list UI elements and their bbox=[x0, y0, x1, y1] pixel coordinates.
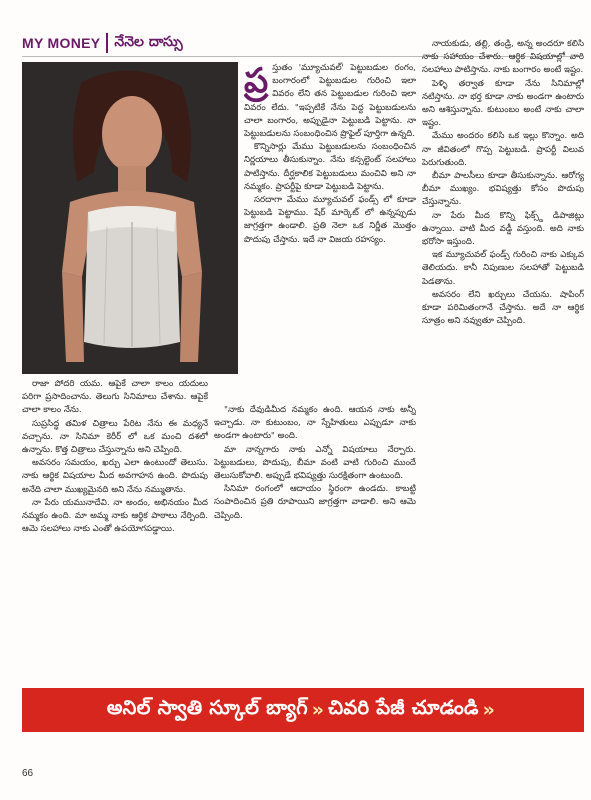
paragraph: సుప్రసిద్ధ తమిళ చిత్రాలు పేరిట నేను ఈ మధ్యనే వచ్చాను. నా సినిమా కెరీర్ లో ఒక మంచి దశలో ఉన్నాను. కొత్త చిత్రాలు చేస్తున్నాను అని చెప్పింది. bbox=[22, 418, 208, 456]
paragraph: సినిమా రంగంలో ఆదాయం స్థిరంగా ఉండదు. కాబట్టి సంపాదించిన ప్రతి రూపాయిని జాగ్రత్తగా వాడాలి. అని ఆమె చెప్పింది. bbox=[214, 484, 416, 521]
paragraph: అవసరం సమయం, ఖర్చు ఎలా ఉంటుందో తెలుసు. నాకు ఆర్థిక విషయాల మీద అవగాహన ఉంది. పొదుపు అనేది చాలా ముఖ్యమైనది అని నేను నమ్ముతాను. bbox=[22, 458, 208, 495]
paragraph: స్తుతం 'మ్యూచువల్' పెట్టుబడుల రంగం, బంగారంలో పెట్టుబడుల గురించి ఇలా వివరం లేని తన పెట్టుబడుల గురించి ఇలా వివరం లేదు. "ఇప్పటికే నేను పెద్ద పెట్టుబడులను చాలా బంగారం, అప్పుడైనా పెట్టుబడి పెట్టాను. నా పెట్టుబడులను సంబంధించిన ప్రొఫైల్ పూర్తిగా ఉన్నది. bbox=[244, 63, 416, 140]
paragraph: పెళ్ళి తర్వాత కూడా నేను సినిమాల్లో నటిస్తాను. నా భర్త కూడా నాకు అండగా ఉంటారు అని ఆశిస్తున్నాను. కుటుంబం అంటే నాకు చాలా ఇష్టం. bbox=[422, 78, 584, 129]
double-chevron-right-icon: » bbox=[482, 699, 496, 721]
page-number: 66 bbox=[22, 768, 34, 779]
paragraph: సరదాగా మేము మ్యూచువల్ ఫండ్స్ లో కూడా పెట్టుబడి పెట్టాము. షేర్ మార్కెట్ లో ఉన్నప్పుడు జాగ్రత్తగా ఉండాలి. ప్రతి నెలా ఒక నిర్ణీత మొత్తం పొదుపు చేస్తాను. ఇదే నా విజయ రహస్యం. bbox=[244, 195, 416, 245]
paragraph: నా పేరు యమునాదేవి. నా అందం, అభినయం మీద నమ్మకం ఉంది. మా అమ్మ నాకు ఆర్థిక పాఠాలు నేర్పింది. ఆమె సలహాలు నాకు ఎంతో ఉపయోగపడ్డాయి. bbox=[22, 497, 208, 535]
paragraph: ఇక మ్యూచువల్ ఫండ్స్ గురించి నాకు ఎక్కువ తెలియదు. కానీ నిపుణుల సలహాతో పెట్టుబడి పెడతాను. bbox=[422, 250, 584, 287]
portrait-photo bbox=[22, 62, 238, 374]
paragraph: మేము అందరం కలిసి ఒక ఇల్లు కొన్నాం. అది నా జీవితంలో గొప్ప పెట్టుబడి. ప్రాపర్టీ విలువ పెరుగుతుంది. bbox=[422, 131, 584, 168]
paragraph: మా నాన్నగారు నాకు ఎన్నో విషయాలు నేర్పారు. పెట్టుబడులు, పొదుపు, బీమా వంటి వాటి గురించి ముందే తెలుసుకోవాలి. అప్పుడే భవిష్యత్తు సురక్షితంగా ఉంటుంది. bbox=[214, 444, 416, 482]
banner-text-left: అనిల్ స్వాతి స్కూల్ బ్యాగ్ bbox=[106, 696, 308, 719]
header-divider bbox=[106, 33, 108, 53]
paragraph: బీమా పాలసీలు కూడా తీసుకున్నాను. ఆరోగ్య బీమా ముఖ్యం. భవిష్యత్తు కోసం పొదుపు చేస్తున్నాను. bbox=[422, 171, 584, 208]
article-column-a bbox=[22, 378, 208, 684]
column-author: నేనెల దాస్సు bbox=[114, 33, 183, 50]
woman-portrait-icon bbox=[22, 62, 238, 374]
article-column-b bbox=[244, 62, 416, 400]
dropcap: ప్ర bbox=[244, 62, 269, 101]
advertisement-banner[interactable] bbox=[22, 688, 584, 732]
paragraph: అవసరం లేని ఖర్చులు చేయను. షాపింగ్ కూడా పరిమితంగానే చేస్తాను. అదే నా ఆర్థిక సూత్రం అని నవ్వుతూ చెప్పింది. bbox=[422, 289, 584, 327]
paragraph: నా పేరు మీద కొన్ని ఫిక్స్డ్ డిపాజిట్లు ఉన్నాయి. వాటి మీద వడ్డీ వస్తుంది. అది నాకు భరోసా ఇస్తుంది. bbox=[422, 210, 584, 248]
article-column-b2 bbox=[214, 404, 416, 684]
lead-paragraph bbox=[244, 62, 416, 141]
paragraph: కొన్నిసార్లు మేము పెట్టుబడులను సంబంధించిన నిర్ణయాలు తీసుకున్నాం. నేను కన్సల్టెంట్ సలహాలు పాటిస్తాను. దీర్ఘకాలిక పెట్టుబడులు మంచివి అని నా నమ్మకం. ప్రాపర్టీపై కూడా పెట్టుబడి పెట్టాను. bbox=[244, 142, 416, 192]
double-chevron-right-icon: » bbox=[311, 699, 325, 721]
section-label: MY MONEY bbox=[22, 35, 101, 51]
banner-text-right: చివరి పేజీ చూడండి bbox=[328, 696, 479, 719]
paragraph: రాజా పోదరి యమ. ఆపైకే చాలా కాలం యదులు పరిగా ప్రసాదించాను. తెలుగు సినిమాలు చేశాను. ఆపైకే చాలా కాలం నేను. bbox=[22, 379, 208, 416]
section-header bbox=[22, 30, 232, 56]
article-column-c bbox=[422, 38, 584, 684]
paragraph: నాయకుడు, తల్లి, తండ్రి, అన్న అందరూ కలిసి నాకు సహాయం చేశారు. ఆర్థిక విషయాల్లో వారి సలహాలు పాటిస్తాను. నాకు బంగారం అంటే ఇష్టం. bbox=[422, 39, 584, 76]
paragraph: "నాకు దేవుడిమీద నమ్మకం ఉంది. ఆయన నాకు అన్నీ ఇచ్చాడు. నా కుటుంబం, నా స్నేహితులు ఎప్పుడూ నాకు అండగా ఉంటారు" అంది. bbox=[214, 405, 416, 442]
